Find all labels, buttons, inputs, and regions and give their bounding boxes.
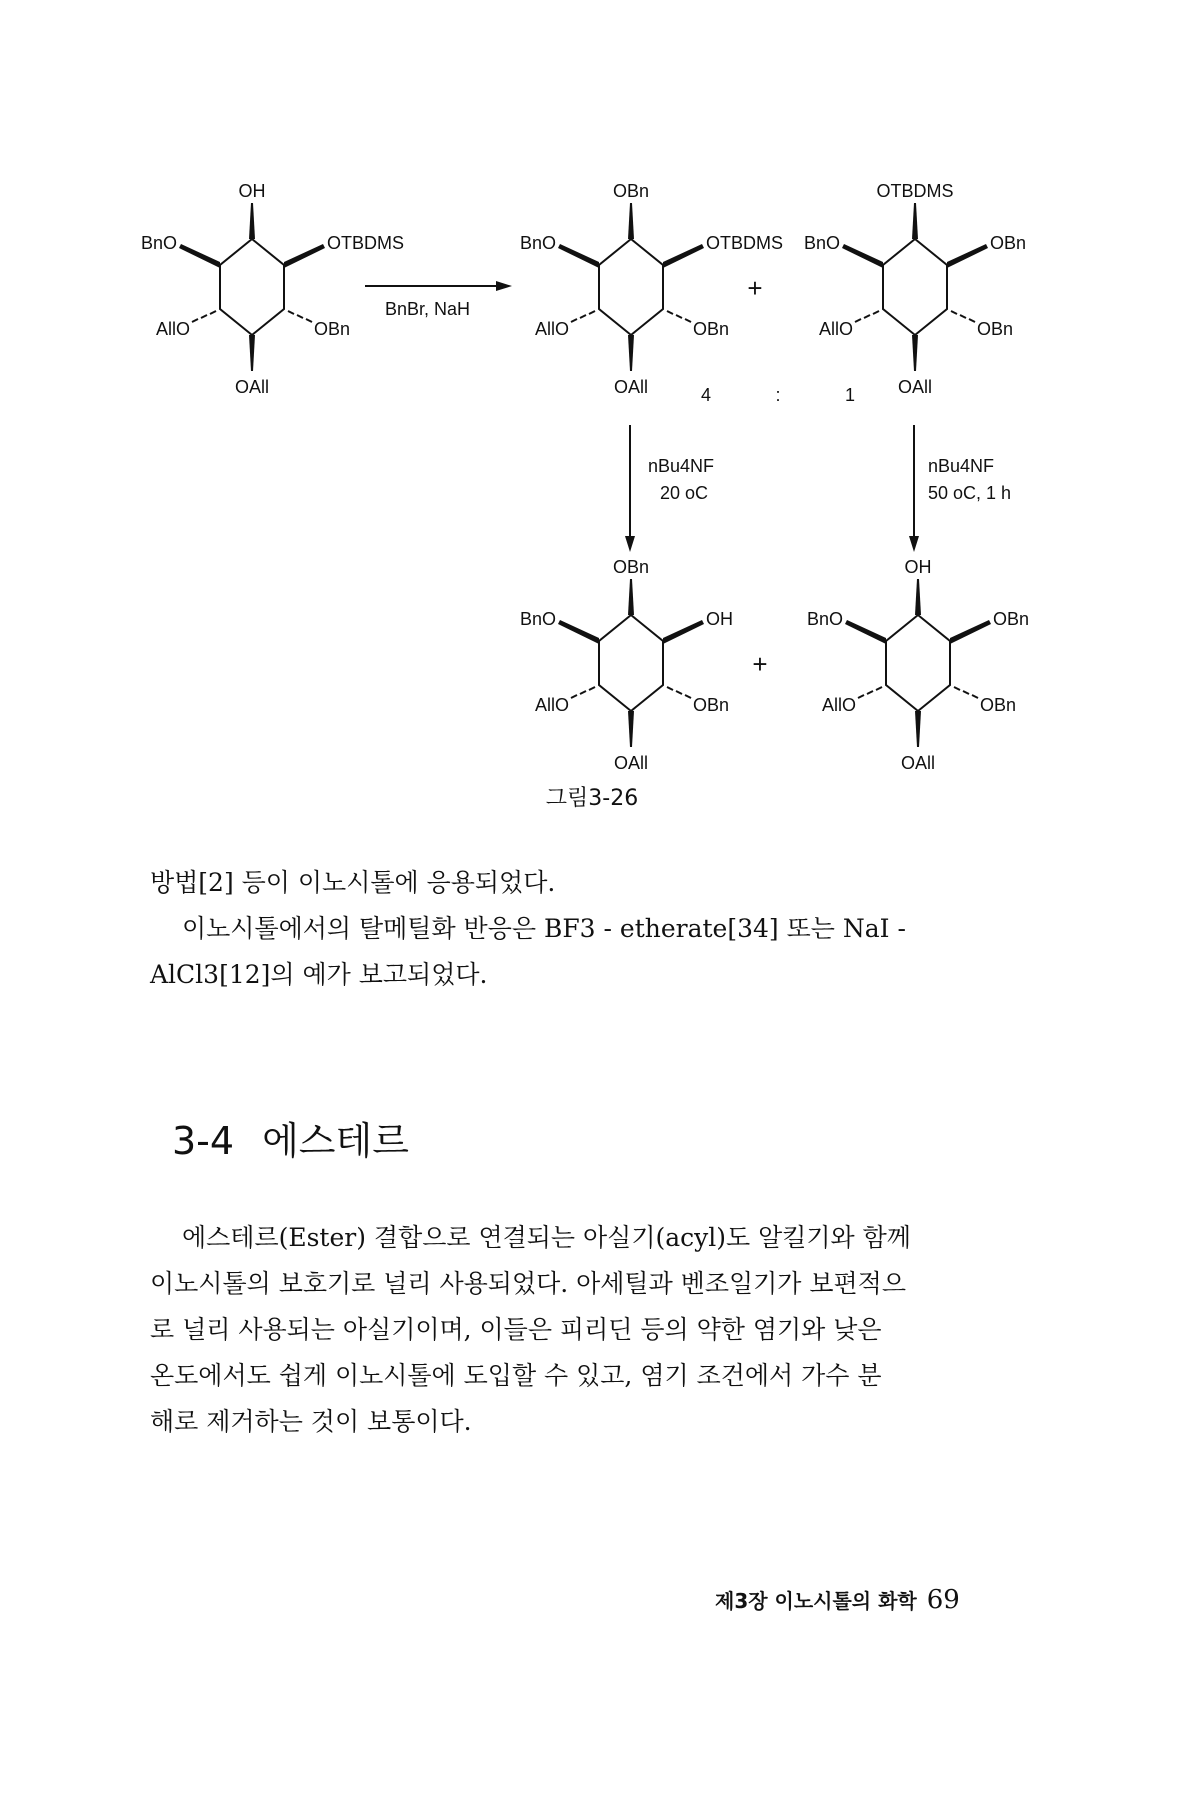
substituent-lower-right: OBn [314,319,351,339]
substituent-lower-left: AllO [818,319,853,339]
reagent-right-line2: 50 oC, 1 h [928,483,1012,503]
reaction-scheme [0,0,1200,820]
paragraph-intro [150,860,1035,998]
substituent-upper-left: BnO [806,609,843,629]
reagent-left-line1: nBu4NF [648,456,715,476]
reaction-arrow-right [909,425,919,552]
molecule-deprotected-right [807,557,1029,773]
substituent-upper-right: OBn [990,233,1027,253]
paragraph-ester [150,1215,1035,1445]
ratio-separator: : [775,385,781,405]
ratio-left: 4 [700,385,712,405]
substituent-bottom: OAll [234,377,270,397]
paragraph-line: 해로 제거하는 것이 보통이다. [150,1407,472,1436]
paragraph-line: AlCl3[12]의 예가 보고되었다. [150,960,488,989]
paragraph-line: 방법[2] 등이 이노시톨에 응용되었다. [150,868,556,897]
substituent-top: OH [904,557,932,577]
reaction-arrow-main [365,281,512,291]
page-footer [715,1585,960,1615]
substituent-bottom: OAll [897,377,933,397]
chapter-title: 제3장 이노시톨의 화학 [715,1589,917,1613]
section-heading [172,1110,409,1165]
substituent-upper-right: OH [706,609,733,629]
paragraph-line: 이노시톨에서의 탈메틸화 반응은 BF3 - etherate[34] 또는 NaI - [182,914,906,943]
ratio-right: 1 [844,385,856,405]
section-number: 3-4 [172,1119,235,1163]
molecule-product-major [520,181,783,397]
substituent-bottom: OAll [613,377,649,397]
figure-caption: 그림3-26 [545,786,639,811]
paragraph-line: 이노시톨의 보호기로 널리 사용되었다. 아세틸과 벤조일기가 보편적으 [150,1269,906,1298]
reaction-arrow-left [625,425,635,552]
molecule-product-minor [804,181,1026,397]
paragraph-line: 에스테르(Ester) 결합으로 연결되는 아실기(acyl)도 알킬기와 함께 [182,1223,911,1252]
substituent-lower-left: AllO [821,695,856,715]
substituent-lower-right: OBn [693,319,730,339]
substituent-upper-left: BnO [803,233,840,253]
molecule-start [141,181,404,397]
substituent-top: OBn [612,181,650,201]
section-title: 에스테르 [262,1119,409,1163]
substituent-top: OTBDMS [876,181,954,201]
paragraph-line: 온도에서도 쉽게 이노시톨에 도입할 수 있고, 염기 조건에서 가수 분 [150,1361,882,1390]
substituent-top: OBn [612,557,650,577]
substituent-lower-right: OBn [693,695,730,715]
substituent-upper-right: OTBDMS [327,233,405,253]
substituent-upper-left: BnO [140,233,177,253]
reagent-main: BnBr, NaH [385,299,471,319]
plus-sign-top: + [747,273,763,303]
substituent-lower-left: AllO [155,319,190,339]
molecule-deprotected-left [520,557,733,773]
substituent-upper-right: OTBDMS [706,233,784,253]
substituent-upper-right: OBn [993,609,1030,629]
page-number: 69 [926,1585,960,1615]
plus-sign-bottom: + [752,649,768,679]
substituent-lower-left: AllO [534,319,569,339]
substituent-upper-left: BnO [519,233,556,253]
substituent-bottom: OAll [613,753,649,773]
substituent-lower-right: OBn [977,319,1014,339]
substituent-bottom: OAll [900,753,936,773]
substituent-upper-left: BnO [519,609,556,629]
paragraph-line: 로 널리 사용되는 아실기이며, 이들은 피리딘 등의 약한 염기와 낮은 [150,1315,882,1344]
reagent-left-line2: 20 oC [660,483,709,503]
substituent-lower-right: OBn [980,695,1017,715]
substituent-lower-left: AllO [534,695,569,715]
reagent-right-line1: nBu4NF [928,456,995,476]
substituent-top: OH [238,181,266,201]
